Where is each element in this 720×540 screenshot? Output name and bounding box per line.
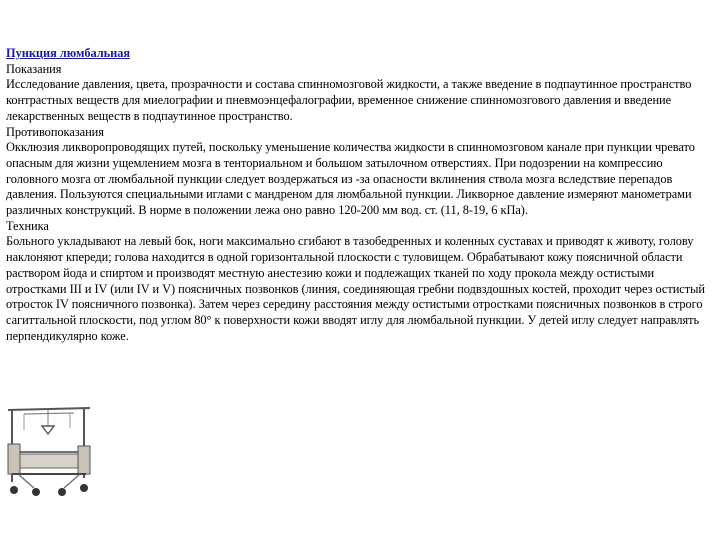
indications-heading: Показания — [6, 61, 62, 76]
contraindications-heading: Противопоказания — [6, 124, 104, 139]
headboard — [8, 444, 20, 474]
wheel-mid-right — [58, 488, 66, 496]
frame-top-bar — [8, 408, 90, 410]
wheel-right — [80, 484, 88, 492]
base-cross-a — [18, 474, 34, 488]
technique-text: Больного укладывают на левый бок, ноги максимально сгибают в тазобедренных и коленных суставах и приводят к животу, голову наклоняют кпереди; голова находится в одной горизонтальной плоскости с туловищем. Обрабатывают кожу поясничной области раствором йода и спиртом и производят местную анестезию кожи и подлежащих тканей по ходу прокола между остистыми отростками III и IV (или IV и V) поясничных позвонков (линия, соединяющая гребни подвздошных костей, проходит через остистый отросток IV поясничного позвонка). Затем через середину расстояния между остистыми отростками поясничных позвонков в строго сагиттальной плоскости, под углом 80° к поверхности кожи вводят иглу для люмбальной пункции. У детей иглу следует направлять перпендикулярно коже. — [6, 234, 705, 343]
contraindications-text: Окклюзия ликворопроводящих путей, поскольку уменьшение количества жидкости в спинномозговом канале при пункции чревато опасным для жизни ущемлением мозга в тенториальном и большом затылочном отверстиях. При подозрении на компрессию головного мозга от люмбальной пункции следует воздержаться из -за опасности вклинения ствола мозга вследствие перепадов давления. Пользуются специальными иглами с мандреном для люмбальной пункции. Ликворное давление измеряют манометрами различных конструкций. В норме в положении лежа оно равно 120-200 мм вод. ст. (11, 8-19, 6 кПа). — [6, 140, 695, 218]
trapeze-handle — [42, 426, 54, 434]
indications-text: Исследование давления, цвета, прозрачности и состава спинномозговой жидкости, а также введение в подпаутинное пространство контрастных веществ для миелографии и пневмоэнцефалографии, временное снижение спинномозгового давления и введение лекарственных веществ в подпаутинное пространство. — [6, 77, 692, 123]
document-title-link[interactable]: Пункция люмбальная — [6, 46, 131, 60]
base-cross-b — [64, 474, 80, 488]
document-body — [6, 46, 712, 344]
wheel-left — [10, 486, 18, 494]
hospital-bed-image — [4, 404, 94, 500]
indications-paragraph — [6, 77, 712, 124]
technique-heading: Техника — [6, 218, 49, 233]
frame-back-bar — [24, 413, 74, 414]
mattress — [14, 454, 82, 468]
wheel-mid-left — [32, 488, 40, 496]
footboard — [78, 446, 90, 474]
